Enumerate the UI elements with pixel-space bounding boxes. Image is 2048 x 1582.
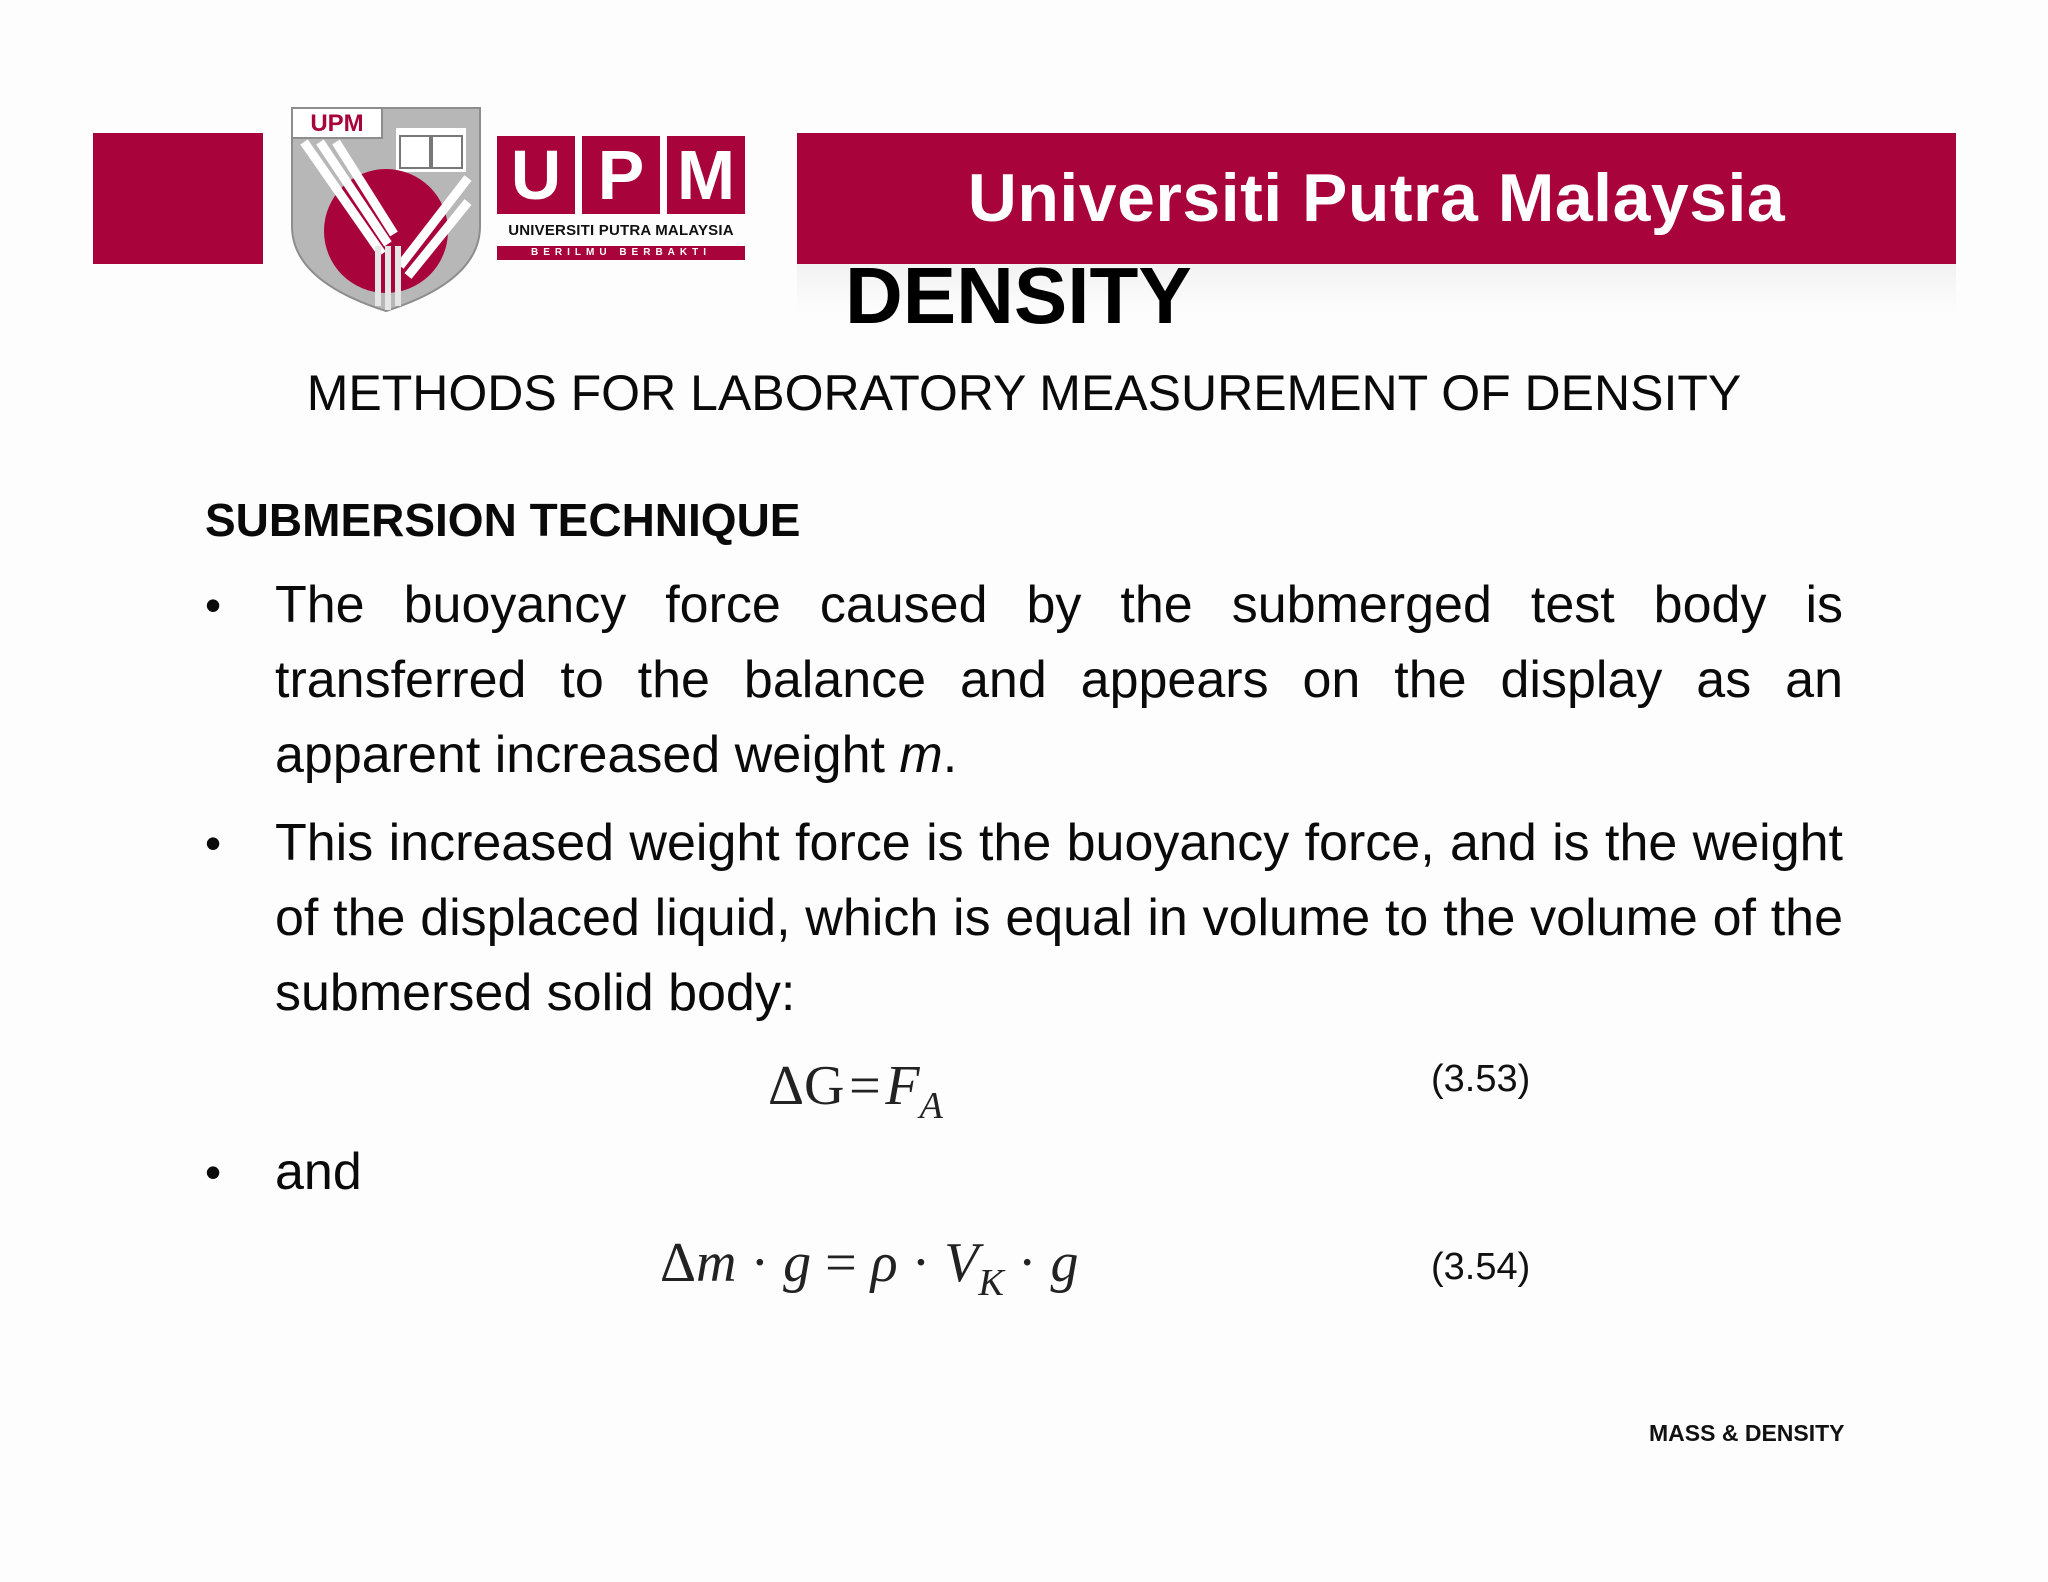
bullet-item <box>205 1135 1843 1210</box>
bullet-item <box>205 806 1843 1031</box>
equation-3-53: ΔG = $F_A$ <box>768 1055 943 1127</box>
header-band-right <box>797 133 1956 264</box>
slide-subtitle: METHODS FOR LABORATORY MEASUREMENT OF DENSITY <box>306 365 1742 421</box>
upm-wordmark <box>497 136 745 266</box>
bullet-text-main: The buoyancy force caused by the submerged test body is transferred to the balance and appears on the display as an apparent increased weight <box>275 576 1843 784</box>
slide-footer: MASS & DENSITY <box>1649 1420 1845 1446</box>
upm-crest-logo <box>290 106 482 313</box>
university-name: Universiti Putra Malaysia <box>967 160 1786 236</box>
bullet-text: and <box>275 1143 362 1201</box>
bullet-dot-icon: • <box>205 817 222 869</box>
wordmark-motto: BERILMU BERBAKTI <box>497 246 745 260</box>
section-heading: SUBMERSION TECHNIQUE <box>205 494 801 546</box>
bullet-dot-icon: • <box>205 1146 222 1198</box>
wordmark-letter: U <box>497 136 575 214</box>
slide-title: DENSITY <box>845 251 1192 340</box>
bullet-item <box>205 568 1843 793</box>
wordmark-letter: M <box>667 136 745 214</box>
wordmark-subtitle: UNIVERSITI PUTRA MALAYSIA <box>508 222 734 239</box>
bullet-dot-icon: • <box>205 579 222 631</box>
equation-3-54: $\Delta m \cdot g = \rho \cdot V_K \cdot g$ <box>660 1232 1079 1304</box>
equation-number: (3.54) <box>1431 1246 1531 1288</box>
wordmark-letter: P <box>582 136 660 214</box>
bullet-text <box>275 568 1843 793</box>
equation-number: (3.53) <box>1431 1058 1531 1100</box>
bullet-text: This increased weight force is the buoyancy force, and is the weight of the displaced liquid, which is equal in volume to the volume of the submersed solid body: <box>275 814 1843 1022</box>
crest-label: UPM <box>310 110 364 137</box>
variable-m: m <box>899 726 943 784</box>
header-band-left <box>93 133 263 264</box>
bullet-text-end: . <box>942 726 958 784</box>
